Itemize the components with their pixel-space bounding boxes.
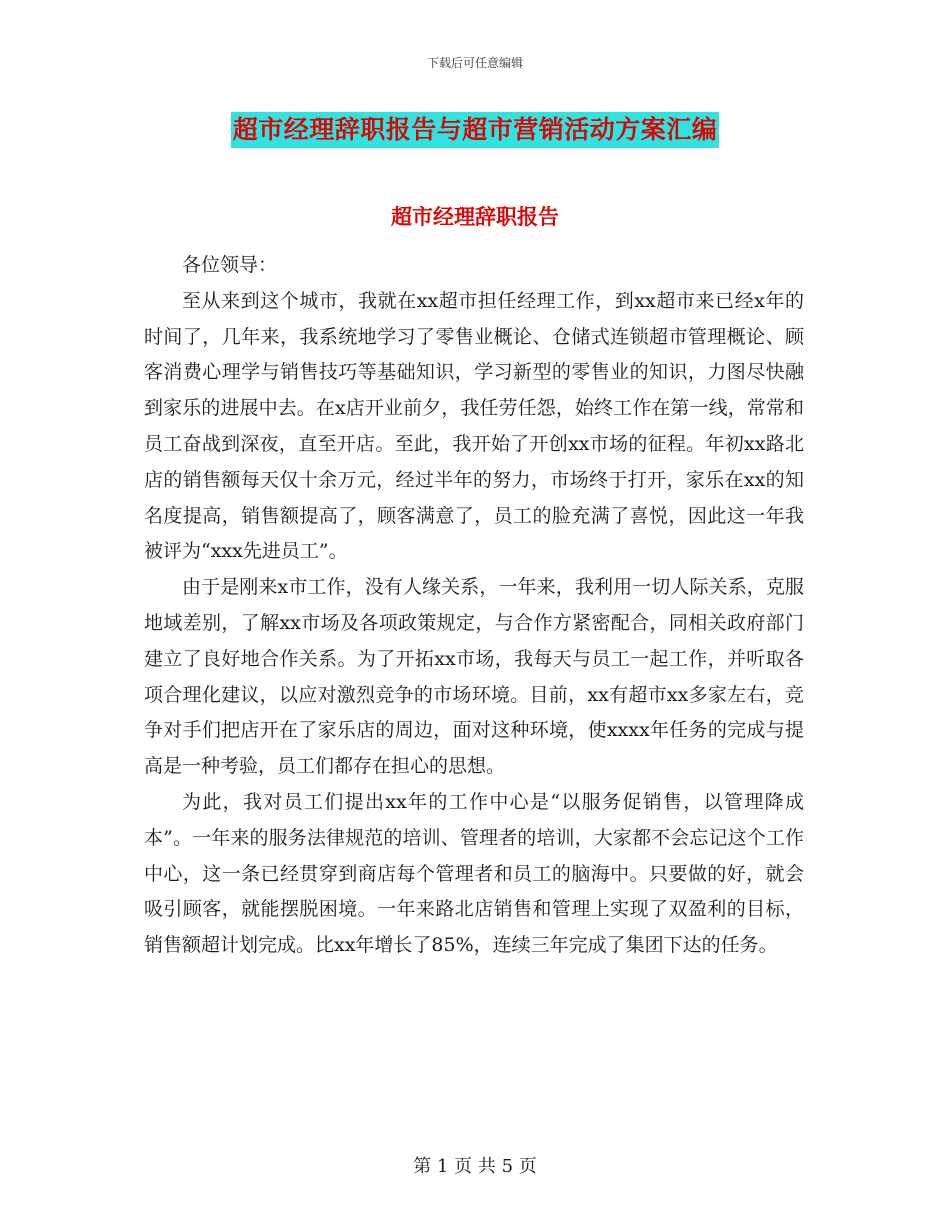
salutation: 各位领导： [182, 254, 278, 276]
page-footer: 第 1 页 共 5 页 [413, 1156, 537, 1177]
section-title: 超市经理辞职报告 [391, 204, 559, 229]
document-body [144, 248, 804, 964]
paragraph-1: 至从来到这个城市，我就在xx超市担任经理工作，到xx超市来已经x年的时间了，几年来，我系统地学习了零售业概论、仓储式连锁超市管理概论、顾客消费心理学与销售技巧等基础知识，学习新型的零售业的知识，力图尽快融到家乐的进展中去。在x店开业前夕，我任劳任怨，始终工作在第一线，常常和员工奋战到深夜，直至开店。至此，我开始了开创xx市场的征程。年初xx路北店的销售额每天仅十余万元，经过半年的努力，市场终于打开，家乐在xx的知名度提高，销售额提高了，顾客满意了，员工的脸充满了喜悦，因此这一年我被评为“xxx先进员工”。 [144, 289, 804, 563]
paragraph-3: 为此，我对员工们提出xx年的工作中心是“以服务促销售，以管理降成本”。一年来的服务法律规范的培训、管理者的培训，大家都不会忘记这个工作中心，这一条已经贯穿到商店每个管理者和员工的脑海中。只要做的好，就会吸引顾客，就能摆脱困境。一年来路北店销售和管理上实现了双盈利的目标，销售额超计划完成。比xx年增长了85%，连续三年完成了集团下达的任务。 [144, 790, 804, 957]
main-title-wrapper [0, 112, 950, 148]
page-header-note: 下载后可任意编辑 [426, 56, 523, 70]
paragraph-2: 由于是刚来x市工作，没有人缘关系，一年来，我利用一切人际关系，克服地域差别，了解xx市场及各项政策规定，与合作方紧密配合，同相关政府部门建立了良好地合作关系。为了开拓xx市场，我每天与员工一起工作，并听取各项合理化建议，以应对激烈竞争的市场环境。目前，xx有超市xx多家左右，竞争对手们把店开在了家乐店的周边，面对这种环境，使xxxx年任务的完成与提高是一种考验，员工们都存在担心的思想。 [144, 576, 804, 778]
document-main-title: 超市经理辞职报告与超市营销活动方案汇编 [231, 112, 720, 148]
